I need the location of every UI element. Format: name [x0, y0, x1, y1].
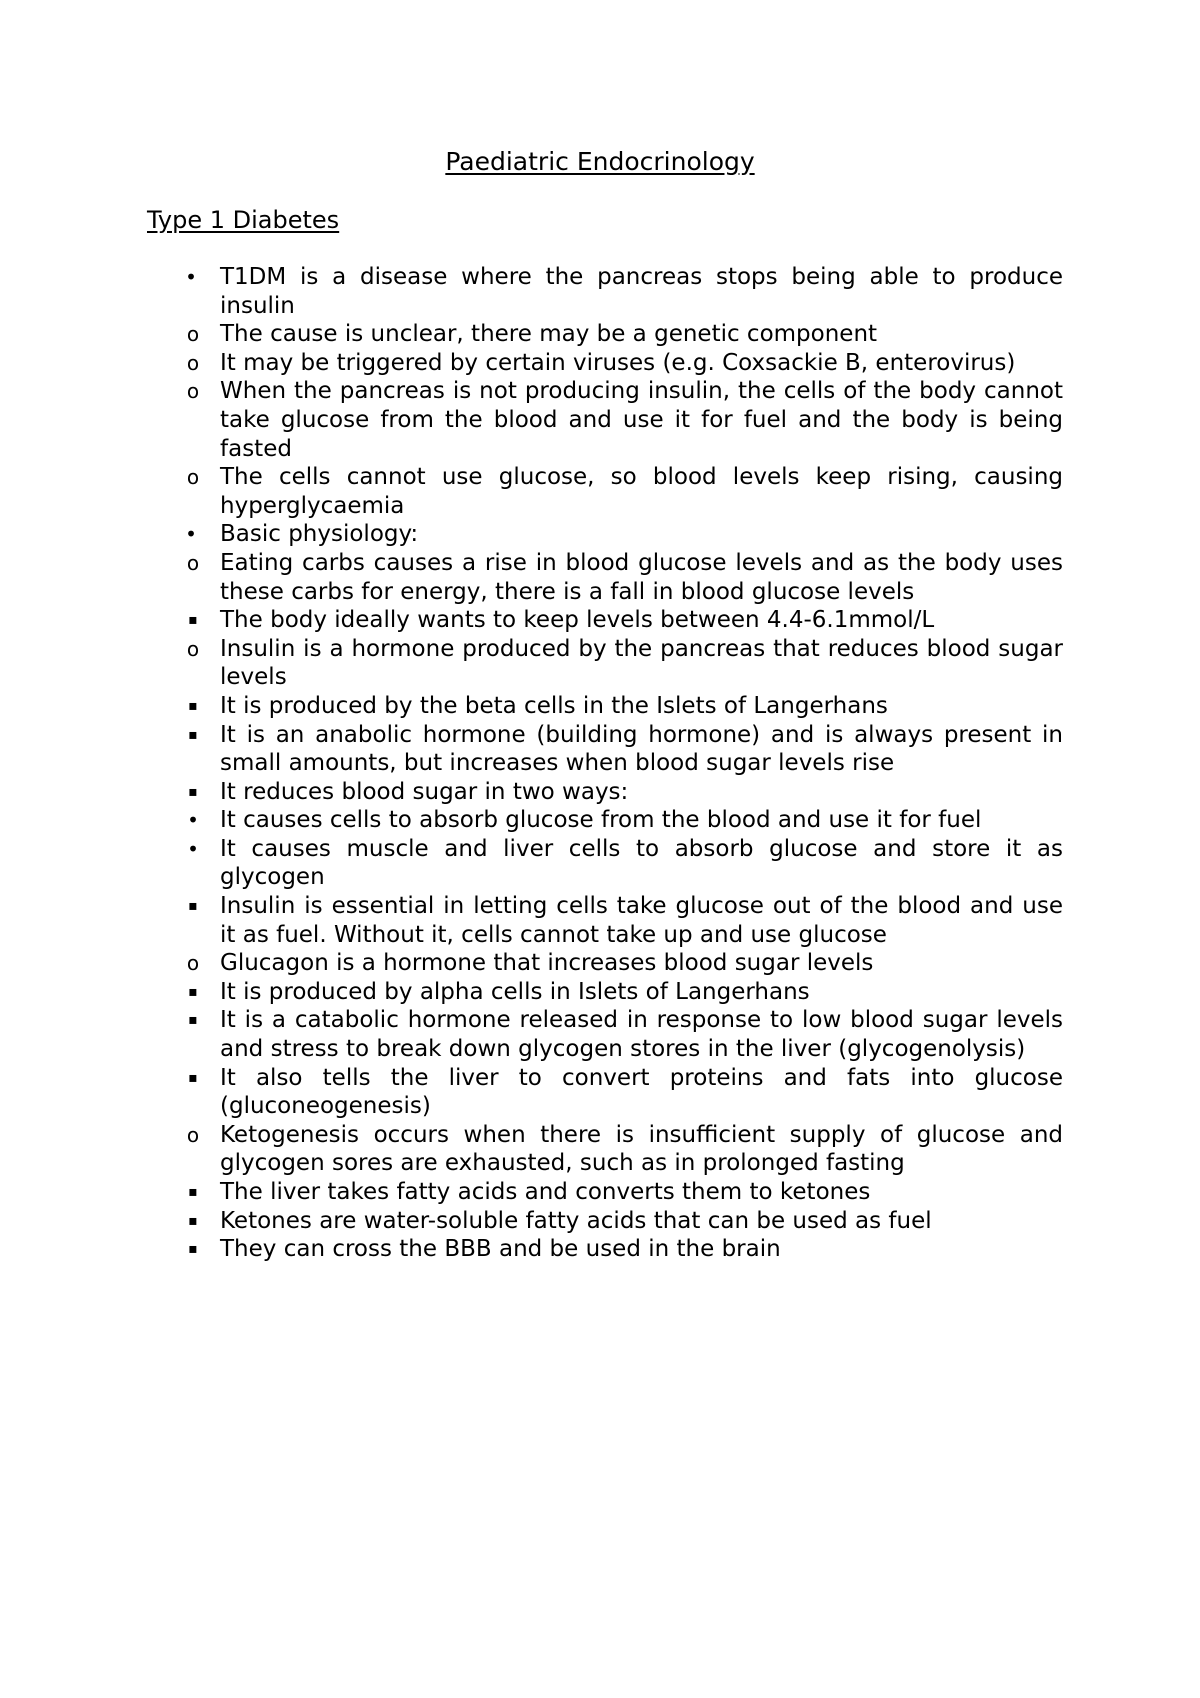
list-item-text: It also tells the liver to convert proteins and fats into glucose (gluconeogenesis)	[220, 1064, 1063, 1120]
sub-list	[186, 320, 1063, 520]
list-item	[188, 1207, 1063, 1236]
bullet-square-icon: ▪	[188, 1184, 198, 1200]
list-item	[188, 1006, 1063, 1063]
list-item-text: It may be triggered by certain viruses (e.g. Coxsackie B, enterovirus)	[220, 349, 1016, 376]
list-item	[187, 778, 1063, 892]
list-item-text: Basic physiology:	[220, 521, 419, 548]
bullet-circle-icon: o	[186, 322, 200, 347]
list-item-text: It is produced by alpha cells in Islets of Langerhans	[220, 978, 810, 1005]
list-item	[185, 520, 1063, 1263]
list-item	[188, 1064, 1063, 1121]
document-title: Paediatric Endocrinology	[445, 147, 755, 176]
sub-list	[187, 806, 1063, 892]
list-item-text: The cells cannot use glucose, so blood levels keep rising, causing hyperglycaemia	[220, 464, 1063, 519]
list-item	[188, 1178, 1063, 1207]
bullet-circle-icon: o	[186, 636, 200, 661]
list-item-text: They can cross the BBB and be used in the brain	[220, 1236, 781, 1263]
list-item-text: It causes muscle and liver cells to absorb glucose and store it as glycogen	[220, 835, 1063, 891]
bullet-circle-icon: o	[186, 350, 200, 375]
list-item	[185, 263, 1063, 520]
bullet-square-icon: ▪	[188, 697, 198, 714]
list-item	[187, 835, 1063, 892]
list-item	[186, 949, 1063, 1121]
list-item	[188, 978, 1063, 1007]
list-item-text: Ketogenesis occurs when there is insufficient supply of glucose and glycogen sores are exhausted, such as in prolonged fasting	[220, 1121, 1063, 1177]
list-item-text: When the pancreas is not producing insulin, the cells of the body cannot take glucose from the blood and use it for fuel and the body is being fasted	[220, 378, 1063, 462]
sub-list	[188, 606, 1063, 635]
list-item-text: Glucagon is a hormone that increases blood sugar levels	[220, 950, 874, 977]
list-item	[188, 721, 1063, 778]
list-item-text: It causes cells to absorb glucose from the blood and use it for fuel	[220, 807, 982, 834]
list-item	[187, 806, 1063, 835]
list-item-text: It is a catabolic hormone released in response to low blood sugar levels and stress to break down glycogen stores in the liver (glycogenolysis)	[220, 1007, 1063, 1063]
list-item	[188, 892, 1063, 949]
list-item-text: Eating carbs causes a rise in blood glucose levels and as the body uses these carbs for energy, there is a fall in blood glucose levels	[220, 549, 1063, 605]
list-item	[186, 635, 1063, 950]
list-item	[186, 549, 1063, 635]
bullet-dot-icon: •	[185, 265, 197, 289]
list-item-text: The liver takes fatty acids and converts them to ketones	[220, 1179, 871, 1205]
list-item	[188, 1235, 1063, 1264]
sub-list	[188, 978, 1063, 1121]
list-item	[186, 349, 1063, 378]
list-item-text: The body ideally wants to keep levels between 4.4-6.1mmol/L	[220, 607, 935, 634]
bullet-square-icon: ▪	[188, 726, 198, 743]
bullet-dot-icon: •	[185, 522, 197, 547]
bullet-square-icon: ▪	[188, 1212, 198, 1229]
bullet-square-icon: ▪	[188, 612, 198, 629]
bullet-dot-icon: •	[187, 836, 199, 861]
bullet-square-icon: ▪	[188, 1069, 198, 1086]
bullet-square-icon: ▪	[188, 1012, 198, 1029]
list-item-text: Ketones are water-soluble fatty acids that can be used as fuel	[220, 1207, 932, 1234]
bullet-list	[185, 263, 1063, 1264]
section-heading: Type 1 Diabetes	[147, 206, 340, 234]
bullet-circle-icon: o	[186, 951, 200, 976]
list-item-text: It is an anabolic hormone (building hormone) and is always present in small amounts, but increases when blood sugar levels rise	[220, 721, 1063, 777]
bullet-square-icon: ▪	[188, 898, 198, 915]
bullet-square-icon: ▪	[188, 983, 198, 1000]
list-item	[186, 377, 1063, 463]
bullet-square-icon: ▪	[188, 783, 198, 800]
list-item-text: It reduces blood sugar in two ways:	[220, 778, 629, 805]
list-item-text: Insulin is a hormone produced by the pancreas that reduces blood sugar levels	[220, 635, 1063, 691]
sub-list	[186, 549, 1063, 1264]
list-item	[188, 692, 1063, 721]
bullet-dot-icon: •	[187, 808, 199, 833]
list-item	[186, 463, 1063, 520]
list-item	[188, 606, 1063, 635]
list-item	[186, 1121, 1063, 1264]
list-item-text: Insulin is essential in letting cells take glucose out of the blood and use it as fuel. Without it, cells cannot take up and use glucose	[220, 893, 1063, 948]
list-item-text: It is produced by the beta cells in the Islets of Langerhans	[220, 692, 888, 719]
bullet-circle-icon: o	[186, 465, 200, 490]
sub-list	[188, 1178, 1063, 1264]
bullet-square-icon: ▪	[188, 1241, 198, 1258]
bullet-circle-icon: o	[186, 379, 200, 404]
bullet-circle-icon: o	[186, 550, 200, 575]
sub-list	[187, 692, 1063, 949]
list-item-text: The cause is unclear, there may be a genetic component	[220, 321, 878, 348]
list-item	[186, 320, 1063, 349]
bullet-circle-icon: o	[186, 1122, 200, 1147]
list-item-text: T1DM is a disease where the pancreas stops being able to produce insulin	[220, 264, 1063, 319]
